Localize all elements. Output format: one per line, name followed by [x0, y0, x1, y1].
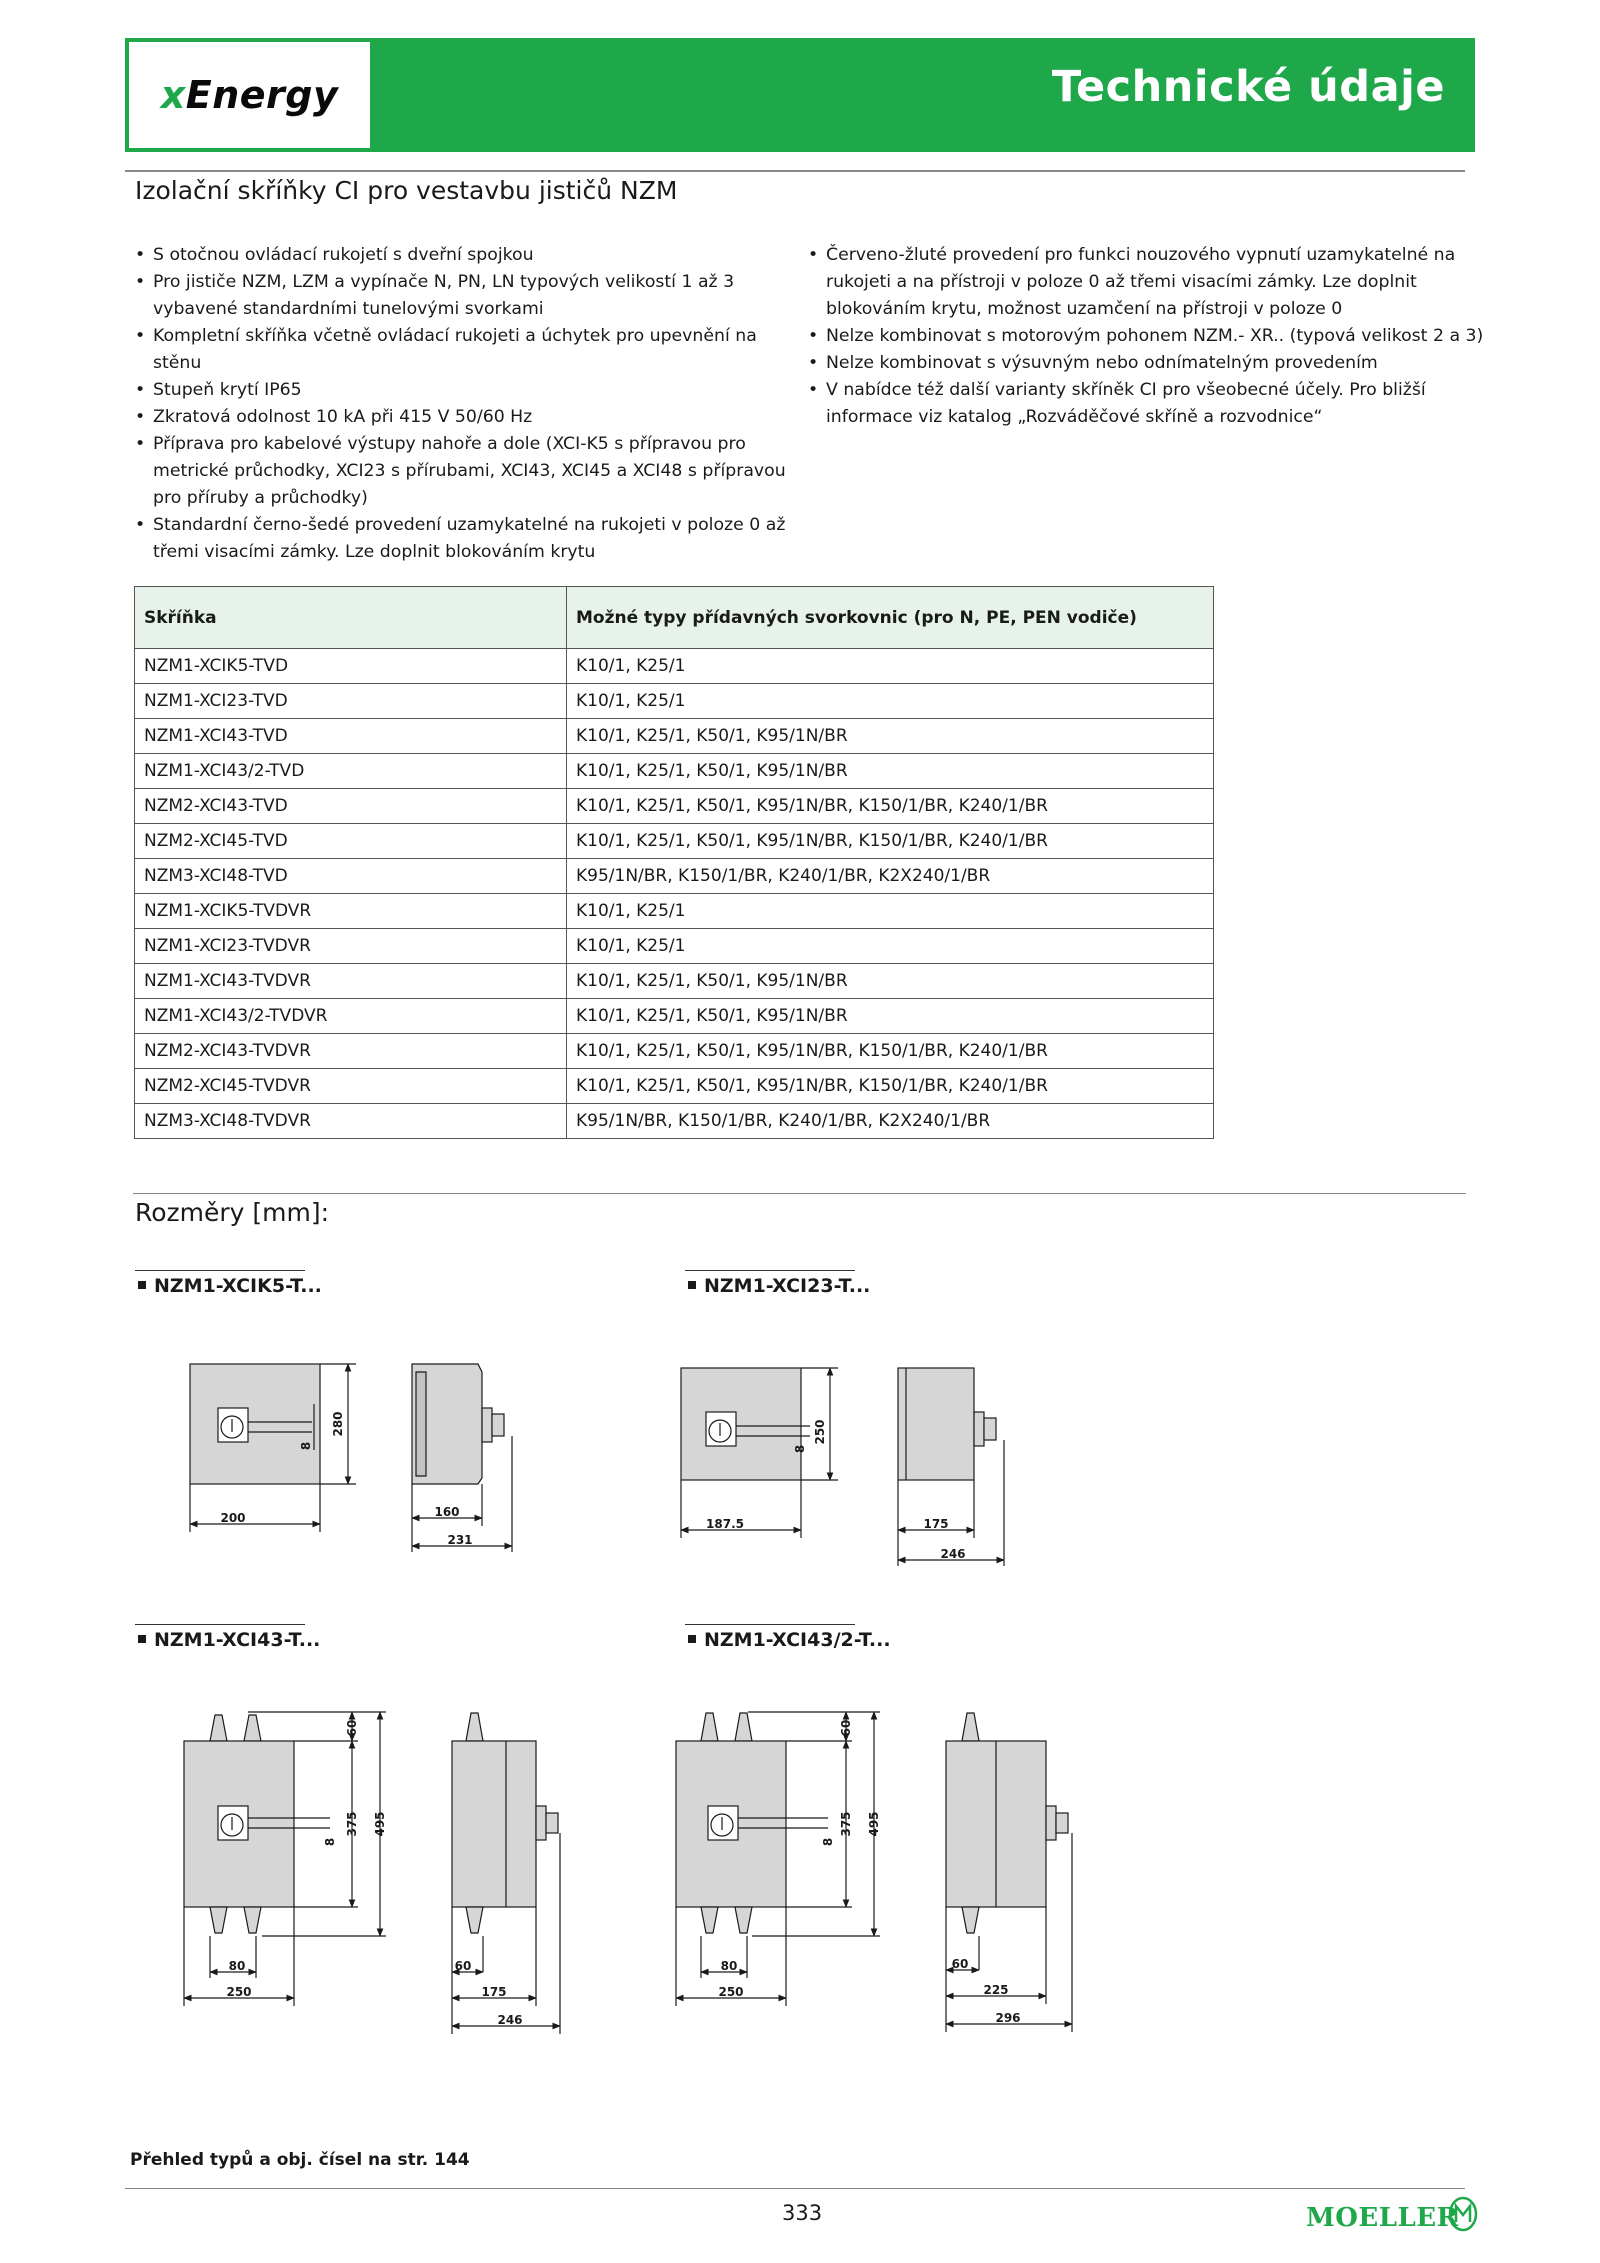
- enclosure-type-cell: NZM3-XCI48-TVDVR: [135, 1104, 567, 1139]
- dim-label: 296: [995, 2011, 1021, 2025]
- dim-label: 200: [220, 1511, 246, 1525]
- drawing-label-xcik5: NZM1-XCIK5-T...: [138, 1275, 322, 1297]
- enclosure-type-cell: NZM1-XCI43-TVD: [135, 719, 567, 754]
- page-number: 333: [782, 2201, 823, 2225]
- drawing-label-xci43: NZM1-XCI43-T...: [138, 1629, 320, 1651]
- terminal-types-cell: K10/1, K25/1: [567, 649, 1214, 684]
- enclosure-type-cell: NZM2-XCI43-TVDVR: [135, 1034, 567, 1069]
- terminal-types-cell: K10/1, K25/1, K50/1, K95/1N/BR, K150/1/BR, K240/1/BR: [567, 1034, 1214, 1069]
- terminal-types-cell: K10/1, K25/1, K50/1, K95/1N/BR, K150/1/BR, K240/1/BR: [567, 824, 1214, 859]
- bullet-item: • Červeno-žluté provedení pro funkci nouzového vypnutí uzamykatelné na rukojeti a na přístroji v poloze 0 až třemi visacími zámky. Lze doplnit blokováním krytu, možnost uzamčení na přístroji v poloze 0: [806, 242, 1486, 323]
- xci43-front-view: [184, 1712, 386, 2006]
- dim-label: 60: [345, 1719, 359, 1737]
- enclosure-type-cell: NZM1-XCI23-TVDVR: [135, 929, 567, 964]
- column-header-terminals: Možné typy přídavných svorkovnic (pro N, PE, PEN vodiče): [567, 587, 1214, 649]
- page-title: Technické údaje: [1051, 62, 1445, 112]
- enclosure-type-cell: NZM1-XCI43-TVDVR: [135, 964, 567, 999]
- bullet-item: • Příprava pro kabelové výstupy nahoře a dole (XCI-K5 s přípravou pro metrické průchodky, XCI23 s přírubami, XCI43, XCI45 a XCI48 s přípravou pro příruby a průchodky): [133, 431, 793, 512]
- dim-label: 8: [323, 1837, 337, 1847]
- logo-energy: Energy: [185, 73, 339, 117]
- dim-label: 80: [228, 1959, 246, 1973]
- xcik5-front-view: [190, 1364, 356, 1532]
- enclosure-type-cell: NZM1-XCIK5-TVD: [135, 649, 567, 684]
- dim-label: 495: [867, 1811, 881, 1837]
- terminal-types-cell: K10/1, K25/1, K50/1, K95/1N/BR: [567, 719, 1214, 754]
- enclosure-type-cell: NZM2-XCI43-TVD: [135, 789, 567, 824]
- enclosure-type-cell: NZM1-XCI43/2-TVD: [135, 754, 567, 789]
- bullet-item: • Kompletní skříňka včetně ovládací rukojeti a úchytek pro upevnění na stěnu: [133, 323, 793, 377]
- dim-label: 187.5: [706, 1517, 744, 1531]
- dimensions-title: Rozměry [mm]:: [135, 1198, 330, 1227]
- footer-reference-note: Přehled typů a obj. čísel na str. 144: [130, 2150, 470, 2170]
- enclosure-type-cell: NZM1-XCI43/2-TVDVR: [135, 999, 567, 1034]
- dim-label: 280: [331, 1411, 345, 1437]
- bullet-item: • Zkratová odolnost 10 kA při 415 V 50/60 Hz: [133, 404, 793, 431]
- dim-label: 60: [454, 1959, 472, 1973]
- bullet-item: • Standardní černo-šedé provedení uzamykatelné na rukojeti v poloze 0 až třemi visacími zámky. Lze doplnit blokováním krytu: [133, 512, 793, 566]
- bullet-item: • Stupeň krytí IP65: [133, 377, 793, 404]
- logo-x: x: [160, 73, 186, 117]
- enclosure-type-cell: NZM1-XCI23-TVD: [135, 684, 567, 719]
- bullet-item: • S otočnou ovládací rukojetí s dveřní spojkou: [133, 242, 793, 269]
- bullet-item: • Pro jističe NZM, LZM a vypínače N, PN, LN typových velikostí 1 až 3 vybavené standardními tunelovými svorkami: [133, 269, 793, 323]
- enclosure-type-cell: NZM3-XCI48-TVD: [135, 859, 567, 894]
- xci43-2-front-view: [676, 1712, 880, 2006]
- drawing-label-xci23: NZM1-XCI23-T...: [688, 1275, 870, 1297]
- dim-label: 231: [447, 1533, 473, 1547]
- column-header-enclosure: Skříňka: [135, 587, 567, 649]
- dim-label: 8: [299, 1441, 313, 1451]
- enclosure-type-cell: NZM2-XCI45-TVDVR: [135, 1069, 567, 1104]
- bullet-item: • Nelze kombinovat s výsuvným nebo odnímatelným provedením: [806, 350, 1486, 377]
- terminal-types-cell: K10/1, K25/1: [567, 684, 1214, 719]
- dim-label: 80: [720, 1959, 738, 1973]
- moeller-brand: MOELLER: [1306, 2203, 1459, 2233]
- dim-label: 175: [923, 1517, 949, 1531]
- footer-divider: [125, 2188, 1465, 2189]
- terminal-types-cell: K10/1, K25/1, K50/1, K95/1N/BR: [567, 999, 1214, 1034]
- bullet-item: • V nabídce též další varianty skříněk CI pro všeobecné účely. Pro bližší informace viz katalog „Rozváděčové skříně a rozvodnice“: [806, 377, 1486, 431]
- dim-label: 375: [345, 1811, 359, 1837]
- moeller-logo-icon: [1448, 2196, 1478, 2232]
- dim-label: 246: [940, 1547, 966, 1561]
- drawing-label-xci43-2: NZM1-XCI43/2-T...: [688, 1629, 891, 1651]
- dim-label: 175: [481, 1985, 507, 1999]
- dim-label: 250: [226, 1985, 252, 1999]
- xci23-front-view: [681, 1368, 838, 1538]
- dim-label: 8: [793, 1444, 807, 1454]
- dim-label: 60: [951, 1957, 969, 1971]
- dim-label: 375: [839, 1811, 853, 1837]
- section-title: Izolační skříňky CI pro vestavbu jističů NZM: [135, 176, 678, 205]
- bullet-item: • Nelze kombinovat s motorovým pohonem NZM.- XR.. (typová velikost 2 a 3): [806, 323, 1486, 350]
- terminal-types-cell: K10/1, K25/1, K50/1, K95/1N/BR, K150/1/BR, K240/1/BR: [567, 1069, 1214, 1104]
- terminal-types-cell: K10/1, K25/1, K50/1, K95/1N/BR: [567, 754, 1214, 789]
- dim-label: 8: [821, 1837, 835, 1847]
- enclosure-type-cell: NZM1-XCIK5-TVDVR: [135, 894, 567, 929]
- xci43-2-side-view: [946, 1713, 1072, 2032]
- dim-label: 246: [497, 2013, 523, 2027]
- enclosure-type-cell: NZM2-XCI45-TVD: [135, 824, 567, 859]
- dim-label: 250: [718, 1985, 744, 1999]
- terminal-types-cell: K95/1N/BR, K150/1/BR, K240/1/BR, K2X240/1/BR: [567, 1104, 1214, 1139]
- dim-label: 160: [434, 1505, 460, 1519]
- terminal-types-cell: K10/1, K25/1, K50/1, K95/1N/BR: [567, 964, 1214, 999]
- terminal-types-cell: K10/1, K25/1: [567, 894, 1214, 929]
- xci23-side-view: [898, 1368, 1004, 1566]
- dim-label: 225: [983, 1983, 1009, 1997]
- dim-label: 495: [373, 1811, 387, 1837]
- terminal-types-cell: K10/1, K25/1: [567, 929, 1214, 964]
- terminal-types-cell: K10/1, K25/1, K50/1, K95/1N/BR, K150/1/BR, K240/1/BR: [567, 789, 1214, 824]
- dim-label: 250: [813, 1419, 827, 1445]
- terminal-types-cell: K95/1N/BR, K150/1/BR, K240/1/BR, K2X240/1/BR: [567, 859, 1214, 894]
- xcik5-side-view: [412, 1364, 512, 1552]
- dim-label: 60: [839, 1719, 853, 1737]
